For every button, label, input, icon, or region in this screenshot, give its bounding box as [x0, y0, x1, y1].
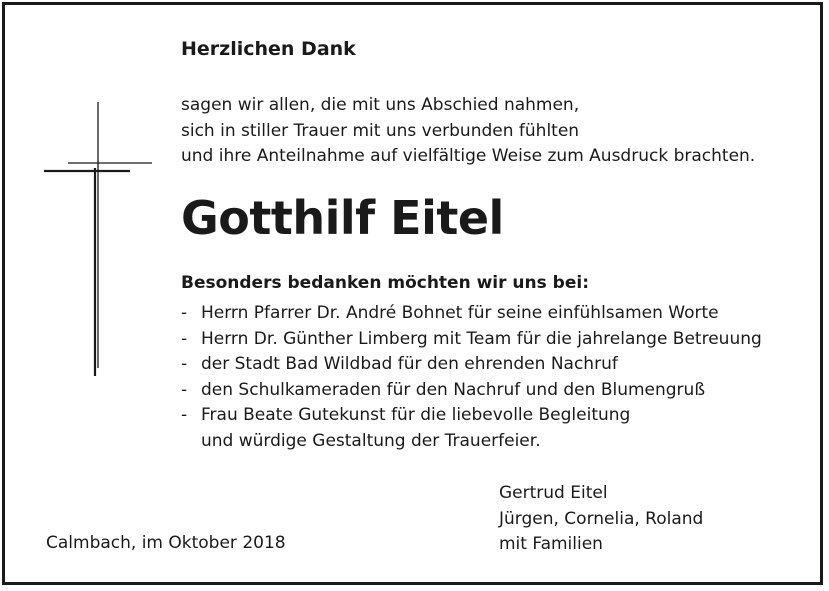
intro-line: sich in stiller Trauer mit uns verbunden fühlten: [181, 120, 580, 141]
signers: [499, 481, 703, 558]
signer-line: Gertrud Eitel: [499, 483, 608, 503]
intro-line: sagen wir allen, die mit uns Abschied nahmen,: [181, 95, 580, 115]
list-item: [181, 352, 762, 378]
list-item: [181, 327, 762, 353]
list-item-text: Frau Beate Gutekunst für die liebevolle Begleitung: [201, 405, 631, 425]
list-dash: -: [181, 405, 188, 425]
list-item-text: der Stadt Bad Wildbad für den ehrenden Nachruf: [201, 354, 618, 374]
list-dash: -: [181, 354, 188, 374]
intro-text: [181, 93, 755, 170]
list-item-text: Herrn Dr. Günther Limberg mit Team für die jahrelange Betreuung: [201, 328, 762, 349]
deceased-name: Gotthilf Eitel: [181, 191, 504, 245]
double-line-cross-icon: [40, 100, 160, 380]
list-item: [181, 301, 762, 327]
intro-line: und ihre Anteilnahme auf vielfältige Weise zum Ausdruck brachten.: [181, 146, 756, 166]
list-item: [181, 378, 762, 404]
list-item-text: den Schulkameraden für den Nachruf und den Blumengruß: [201, 379, 706, 400]
list-item-text: Herrn Pfarrer Dr. André Bohnet für seine einfühlsamen Worte: [201, 303, 719, 323]
signer-line: Jürgen, Cornelia, Roland: [499, 508, 704, 529]
list-dash: -: [181, 303, 188, 323]
notice-heading: Herzlichen Dank: [181, 38, 356, 60]
list-item: [181, 403, 762, 429]
list-item-text: und würdige Gestaltung der Trauerfeier.: [201, 430, 541, 451]
thanks-heading: Besonders bedanken möchten wir uns bei:: [181, 273, 589, 293]
thanks-list: [181, 301, 762, 454]
list-dash: -: [181, 328, 188, 349]
place-and-date: Calmbach, im Oktober 2018: [46, 533, 286, 553]
list-item-continuation: [181, 429, 762, 455]
signer-line: mit Familien: [499, 534, 603, 554]
list-dash: -: [181, 379, 188, 400]
